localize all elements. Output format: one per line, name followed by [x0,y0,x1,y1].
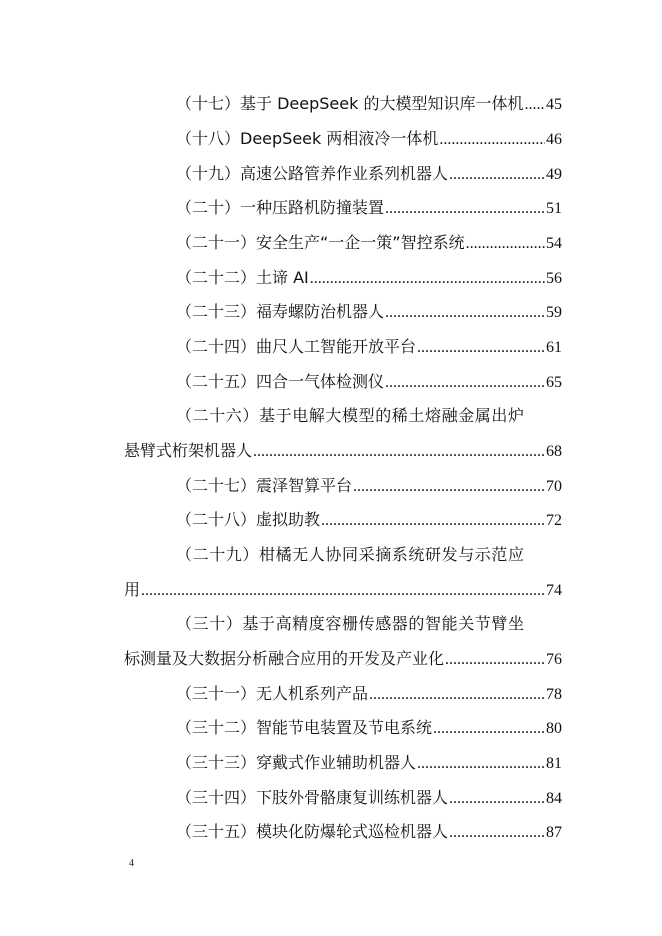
toc-entry-line-1[interactable] [176,404,562,428]
toc-entry-title: （三十）基于高精度容栅传感器的智能关节臂坐 [176,614,525,633]
dot-leader [433,717,545,741]
toc-entry-title: （二十八）虚拟助教 [176,510,321,529]
toc-entry-line-2[interactable] [124,578,562,602]
toc-entry[interactable] [176,300,562,324]
page-number: 4 [129,858,134,869]
toc-entry-page: 46 [546,131,562,148]
toc-entry[interactable] [176,682,562,706]
toc-entry-page: 65 [546,374,562,391]
toc-entry-page: 54 [546,235,562,252]
toc-entry-page: 49 [546,166,562,183]
dot-leader [417,336,545,360]
dot-leader [321,509,545,533]
toc-entry-title: （十九）高速公路管养作业系列机器人 [176,164,449,183]
toc-entry-page: 56 [546,270,562,287]
toc-entry-title: （二十七）震泽智算平台 [176,476,353,495]
toc-entry-page: 76 [546,651,562,668]
toc-entry[interactable] [176,751,562,775]
toc-entry-title: （二十二）土谛 AI [176,268,309,287]
toc-entry[interactable] [176,474,562,498]
toc-entry-title: （二十五）四合一气体检测仪 [176,372,385,391]
toc-entry[interactable] [176,716,562,740]
toc-entry-title: （二十六）基于电解大模型的稀土熔融金属出炉 [176,406,525,425]
toc-entry-title-continued: 悬臂式桁架机器人 [124,441,253,460]
dot-leader [524,93,545,117]
toc-entry-page: 72 [546,512,562,529]
toc-entry-line-1[interactable] [176,543,562,567]
toc-entry-line-2[interactable] [124,647,562,671]
dot-leader [449,787,545,811]
toc-entry-page: 45 [546,96,562,113]
dot-leader [466,232,545,256]
dot-leader [310,267,545,291]
dot-leader [353,475,545,499]
toc-entry[interactable] [176,786,562,810]
dot-leader [141,579,545,603]
dot-leader [253,440,545,464]
toc-entry-title: （三十四）下肢外骨骼康复训练机器人 [176,788,449,807]
toc-entry-line-1[interactable] [176,612,562,636]
toc-entry[interactable] [176,370,562,394]
toc-entry[interactable] [176,196,562,220]
toc-entry[interactable] [176,92,562,116]
toc-entry[interactable] [176,231,562,255]
toc-entry-title: （三十五）模块化防爆轮式巡检机器人 [176,822,449,841]
dot-leader [445,648,545,672]
toc-entry[interactable] [176,335,562,359]
toc-entry[interactable] [176,162,562,186]
toc-entry-page: 51 [546,200,562,217]
toc-entry-page: 61 [546,339,562,356]
dot-leader [369,683,545,707]
toc-entry-title: （十八）DeepSeek 两相液冷一体机 [176,129,439,148]
toc-entry-page: 78 [546,686,562,703]
dot-leader [449,163,545,187]
toc-entry-title: （三十二）智能节电装置及节电系统 [176,718,433,737]
toc-entry-line-2[interactable] [124,439,562,463]
toc-entry-page: 74 [546,582,562,599]
toc-entry-title: （二十九）柑橘无人协同采摘系统研发与示范应 [176,545,525,564]
toc-entry-page: 59 [546,304,562,321]
dot-leader [385,197,545,221]
dot-leader [439,128,545,152]
toc-entry[interactable] [176,508,562,532]
toc-entry[interactable] [176,127,562,151]
toc-entry-title: （十七）基于 DeepSeek 的大模型知识库一体机 [176,94,524,113]
dot-leader [449,821,545,845]
toc-entry-title: （二十四）曲尺人工智能开放平台 [176,337,417,356]
toc-entry-title: （二十三）福寿螺防治机器人 [176,302,385,321]
toc-entry-page: 68 [546,443,562,460]
dot-leader [385,301,545,325]
toc-entry-page: 70 [546,478,562,495]
dot-leader [417,752,545,776]
toc-entry-title: （三十三）穿戴式作业辅助机器人 [176,753,417,772]
toc-entry-title: （二十一）安全生产“一企一策”智控系统 [176,233,465,252]
toc-entry-title-continued: 标测量及大数据分析融合应用的开发及产业化 [124,649,445,668]
dot-leader [385,371,545,395]
toc-entry-page: 87 [546,824,562,841]
toc-entry-title: （三十一）无人机系列产品 [176,684,369,703]
toc-entry-title: （二十）一种压路机防撞装置 [176,198,385,217]
toc-entry[interactable] [176,820,562,844]
toc-entry-page: 80 [546,720,562,737]
toc-entry-page: 84 [546,790,562,807]
toc-entry-title-continued: 用 [124,580,141,599]
toc-entry[interactable] [176,266,562,290]
toc-entry-page: 81 [546,755,562,772]
